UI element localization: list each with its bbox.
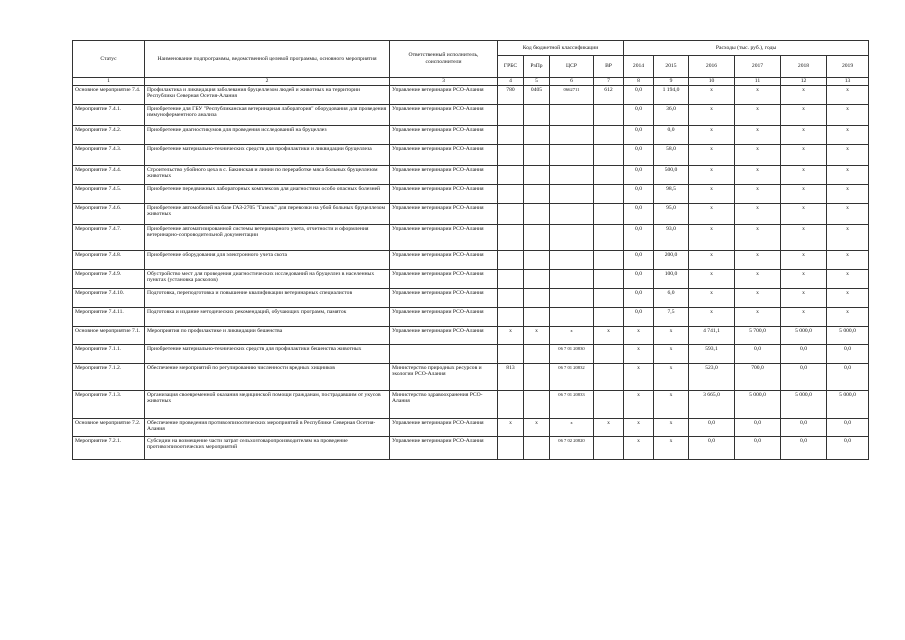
header-status: Статус <box>73 41 145 78</box>
column-number: 11 <box>735 78 781 86</box>
cell-csr <box>550 165 594 184</box>
table-body <box>73 85 869 459</box>
cell-2017: х <box>735 144 781 165</box>
cell-rzpr <box>524 184 550 203</box>
cell-grbs <box>498 125 524 144</box>
cell-2015: х <box>654 344 689 363</box>
cell-grbs <box>498 390 524 418</box>
cell-2015: 6,0 <box>654 288 689 307</box>
table-row <box>73 144 869 165</box>
cell-executor: Министерство здравоохранения РСО-Алания <box>390 390 498 418</box>
cell-2017: х <box>735 288 781 307</box>
cell-csr: 06 7 02 20820 <box>550 436 594 459</box>
column-number: 12 <box>781 78 827 86</box>
cell-2017: 5 000,0 <box>735 390 781 418</box>
column-number: 7 <box>594 78 624 86</box>
cell-csr <box>550 144 594 165</box>
cell-name: Мероприятия по профилактике и ликвидации бешенства <box>145 326 390 344</box>
cell-executor: Управление ветеринарии РСО-Алания <box>390 144 498 165</box>
cell-vr <box>594 125 624 144</box>
cell-2016: х <box>689 125 735 144</box>
header-year-2018: 2018 <box>781 56 827 78</box>
cell-2014: 0,0 <box>624 125 654 144</box>
cell-2015: 100,0 <box>654 269 689 288</box>
cell-rzpr <box>524 203 550 224</box>
cell-2015: х <box>654 326 689 344</box>
cell-executor: Управление ветеринарии РСО-Алания <box>390 85 498 104</box>
cell-grbs <box>498 344 524 363</box>
table-row <box>73 203 869 224</box>
cell-status: Мероприятие 7.4.8. <box>73 250 145 269</box>
cell-status: Мероприятие 7.4.7. <box>73 224 145 250</box>
cell-grbs <box>498 307 524 326</box>
cell-grbs <box>498 203 524 224</box>
cell-status: Мероприятие 7.1.2. <box>73 363 145 390</box>
cell-2019: х <box>827 203 869 224</box>
cell-2014: 0,0 <box>624 165 654 184</box>
cell-2019: х <box>827 144 869 165</box>
cell-executor: Управление ветеринарии РСО-Алания <box>390 203 498 224</box>
cell-2018: 0,0 <box>781 344 827 363</box>
cell-status: Мероприятие 7.1.3. <box>73 390 145 418</box>
cell-2015: 500,0 <box>654 165 689 184</box>
cell-2014: 0,0 <box>624 224 654 250</box>
cell-executor: Управление ветеринарии РСО-Алания <box>390 326 498 344</box>
header-year-2017: 2017 <box>735 56 781 78</box>
cell-status: Мероприятие 7.4.5. <box>73 184 145 203</box>
cell-2018: 0,0 <box>781 363 827 390</box>
cell-name: Приобретение материально-технических средств для профилактики и ликвидации бруцеллеза <box>145 144 390 165</box>
cell-rzpr <box>524 344 550 363</box>
cell-executor: Управление ветеринарии РСО-Алания <box>390 250 498 269</box>
cell-2015: 36,0 <box>654 104 689 125</box>
cell-2014: 0,0 <box>624 203 654 224</box>
cell-grbs <box>498 104 524 125</box>
cell-executor: Управление ветеринарии РСО-Алания <box>390 125 498 144</box>
cell-2017: 0,0 <box>735 436 781 459</box>
cell-name: Субсидии на возмещение части затрат сельхозтоваропроизводителям на проведение противоэпизоотических мероприятий <box>145 436 390 459</box>
cell-2017: 0,0 <box>735 418 781 436</box>
header-csr: ЦСР <box>550 56 594 78</box>
budget-table <box>72 40 869 460</box>
cell-2016: х <box>689 203 735 224</box>
cell-2019: х <box>827 184 869 203</box>
cell-csr: х <box>550 326 594 344</box>
table-row <box>73 344 869 363</box>
cell-name: Приобретение автомобилей на базе ГАЗ-2705 "Газель" для перевозки на убой больных бруцеллезом животных <box>145 203 390 224</box>
cell-2018: 5 000,0 <box>781 326 827 344</box>
cell-status: Мероприятие 7.1.1. <box>73 344 145 363</box>
cell-2018: 0,0 <box>781 418 827 436</box>
cell-2019: х <box>827 104 869 125</box>
cell-2014: х <box>624 363 654 390</box>
cell-2016: х <box>689 250 735 269</box>
cell-grbs <box>498 288 524 307</box>
table-row <box>73 104 869 125</box>
cell-2015: 58,0 <box>654 144 689 165</box>
cell-2019: х <box>827 250 869 269</box>
cell-2015: 98,5 <box>654 184 689 203</box>
cell-name: Организация своевременной оказания медицинской помощи гражданам, пострадавшим от укусов животных <box>145 390 390 418</box>
cell-2017: х <box>735 184 781 203</box>
cell-grbs: 780 <box>498 85 524 104</box>
cell-2017: х <box>735 165 781 184</box>
cell-executor <box>390 344 498 363</box>
cell-2018: х <box>781 203 827 224</box>
cell-2016: х <box>689 224 735 250</box>
cell-2015: 0,0 <box>654 125 689 144</box>
cell-2016: х <box>689 165 735 184</box>
cell-2019: 5 000,0 <box>827 326 869 344</box>
cell-rzpr <box>524 104 550 125</box>
cell-2018: х <box>781 307 827 326</box>
cell-2019: х <box>827 307 869 326</box>
cell-name: Приобретение передвижных лабораторных комплексов для диагностики особо опасных болезней <box>145 184 390 203</box>
cell-rzpr <box>524 436 550 459</box>
cell-executor: Управление ветеринарии РСО-Алания <box>390 436 498 459</box>
cell-vr <box>594 269 624 288</box>
cell-rzpr <box>524 363 550 390</box>
header-expenses: Расходы (тыс. руб.), годы <box>624 41 869 56</box>
header-vr: ВР <box>594 56 624 78</box>
cell-2014: 0,0 <box>624 288 654 307</box>
cell-vr <box>594 390 624 418</box>
cell-vr <box>594 250 624 269</box>
cell-rzpr <box>524 125 550 144</box>
cell-csr <box>550 269 594 288</box>
cell-2016: х <box>689 104 735 125</box>
cell-2018: 5 000,0 <box>781 390 827 418</box>
cell-2017: х <box>735 125 781 144</box>
cell-name: Подготовка и издание методических рекомендаций, обучающих программ, памяток <box>145 307 390 326</box>
header-budget-code: Код бюджетной классификации <box>498 41 624 56</box>
table-row <box>73 125 869 144</box>
cell-status: Мероприятие 7.4.2. <box>73 125 145 144</box>
table-row <box>73 288 869 307</box>
column-number: 8 <box>624 78 654 86</box>
cell-2017: х <box>735 85 781 104</box>
column-number: 3 <box>390 78 498 86</box>
cell-csr <box>550 224 594 250</box>
cell-csr: 06 7 01 20830 <box>550 344 594 363</box>
table-row <box>73 307 869 326</box>
cell-executor: Управление ветеринарии РСО-Алания <box>390 307 498 326</box>
cell-grbs <box>498 165 524 184</box>
cell-2014: 0,0 <box>624 104 654 125</box>
cell-status: Основное мероприятие 7.2. <box>73 418 145 436</box>
cell-rzpr <box>524 165 550 184</box>
table-row <box>73 269 869 288</box>
cell-2016: х <box>689 288 735 307</box>
cell-2016: 0,0 <box>689 436 735 459</box>
table-row <box>73 184 869 203</box>
cell-2014: х <box>624 390 654 418</box>
cell-2019: 0,0 <box>827 363 869 390</box>
cell-name: Приобретение диагностикумов для проведения исследований на бруцеллез <box>145 125 390 144</box>
cell-vr <box>594 203 624 224</box>
cell-2018: х <box>781 269 827 288</box>
cell-csr <box>550 250 594 269</box>
column-number: 1 <box>73 78 145 86</box>
cell-rzpr: х <box>524 326 550 344</box>
cell-vr <box>594 224 624 250</box>
cell-2018: х <box>781 288 827 307</box>
cell-name: Приобретение материально-технических средств для профилактики бешенства животных <box>145 344 390 363</box>
cell-2014: 0,0 <box>624 85 654 104</box>
cell-name: Строительство убойного цеха в с. Бакинская и линии по переработке мяса больных бруцеллезом животных <box>145 165 390 184</box>
cell-rzpr <box>524 144 550 165</box>
cell-status: Мероприятие 7.4.10. <box>73 288 145 307</box>
cell-name: Подготовка, переподготовка и повышение квалификации ветеринарных специалистов <box>145 288 390 307</box>
column-number: 2 <box>145 78 390 86</box>
cell-2017: х <box>735 307 781 326</box>
cell-2017: х <box>735 250 781 269</box>
cell-2014: 0,0 <box>624 184 654 203</box>
header-year-2015: 2015 <box>654 56 689 78</box>
cell-status: Мероприятие 7.4.11. <box>73 307 145 326</box>
table-row <box>73 390 869 418</box>
cell-grbs <box>498 184 524 203</box>
cell-2015: х <box>654 390 689 418</box>
cell-executor: Управление ветеринарии РСО-Алания <box>390 224 498 250</box>
cell-grbs <box>498 144 524 165</box>
cell-grbs: х <box>498 418 524 436</box>
header-grbs: ГРБС <box>498 56 524 78</box>
cell-csr: 06 7 01 20832 <box>550 363 594 390</box>
cell-2017: 0,0 <box>735 344 781 363</box>
cell-2019: х <box>827 224 869 250</box>
cell-status: Мероприятие 7.4.9. <box>73 269 145 288</box>
cell-vr <box>594 165 624 184</box>
cell-name: Приобретение оборудования для электронного учета скота <box>145 250 390 269</box>
table-row <box>73 224 869 250</box>
cell-vr <box>594 344 624 363</box>
cell-2016: х <box>689 307 735 326</box>
cell-2015: х <box>654 363 689 390</box>
cell-grbs <box>498 224 524 250</box>
cell-executor: Управление ветеринарии РСО-Алания <box>390 418 498 436</box>
cell-2016: х <box>689 184 735 203</box>
column-number: 4 <box>498 78 524 86</box>
cell-csr: х <box>550 418 594 436</box>
table-row <box>73 363 869 390</box>
cell-2015: 200,0 <box>654 250 689 269</box>
cell-2018: х <box>781 144 827 165</box>
cell-status: Основное мероприятие 7.4. <box>73 85 145 104</box>
cell-2019: 0,0 <box>827 418 869 436</box>
cell-name: Приобретение автоматизированной системы ветеринарного учета, отчетности и оформления ветеринарно-сопроводительной документации <box>145 224 390 250</box>
cell-grbs <box>498 436 524 459</box>
header-executor: Ответственный исполнитель, соисполнители <box>390 41 498 78</box>
cell-2018: 0,0 <box>781 436 827 459</box>
cell-2014: х <box>624 436 654 459</box>
cell-vr <box>594 436 624 459</box>
cell-2016: х <box>689 85 735 104</box>
table-row <box>73 418 869 436</box>
cell-executor: Управление ветеринарии РСО-Алания <box>390 184 498 203</box>
cell-2016: х <box>689 269 735 288</box>
cell-2019: х <box>827 288 869 307</box>
cell-2019: х <box>827 165 869 184</box>
cell-2014: 0,0 <box>624 307 654 326</box>
column-number: 10 <box>689 78 735 86</box>
cell-vr <box>594 184 624 203</box>
cell-executor: Министерство природных ресурсов и экологии РСО-Алания <box>390 363 498 390</box>
header-year-2016: 2016 <box>689 56 735 78</box>
cell-2017: х <box>735 224 781 250</box>
cell-rzpr <box>524 307 550 326</box>
cell-executor: Управление ветеринарии РСО-Алания <box>390 269 498 288</box>
cell-vr <box>594 288 624 307</box>
cell-2016: 3 665,0 <box>689 390 735 418</box>
table-row <box>73 165 869 184</box>
cell-2019: х <box>827 125 869 144</box>
table-row <box>73 85 869 104</box>
cell-2014: х <box>624 418 654 436</box>
cell-rzpr <box>524 269 550 288</box>
cell-2018: х <box>781 125 827 144</box>
cell-2017: х <box>735 203 781 224</box>
cell-grbs <box>498 250 524 269</box>
cell-executor: Управление ветеринарии РСО-Алания <box>390 104 498 125</box>
cell-2014: х <box>624 326 654 344</box>
cell-vr: х <box>594 326 624 344</box>
cell-2018: х <box>781 85 827 104</box>
cell-2016: х <box>689 144 735 165</box>
cell-2018: х <box>781 250 827 269</box>
cell-csr: 0662711 <box>550 85 594 104</box>
cell-name: Обустройство мест для проведения диагностических исследований на бруцеллез в населенных пунктах (установка расколов) <box>145 269 390 288</box>
cell-rzpr: 0405 <box>524 85 550 104</box>
cell-vr: х <box>594 418 624 436</box>
cell-csr <box>550 203 594 224</box>
cell-2018: х <box>781 104 827 125</box>
cell-csr <box>550 307 594 326</box>
cell-rzpr <box>524 390 550 418</box>
cell-2017: 700,0 <box>735 363 781 390</box>
cell-csr: 06 7 01 20833 <box>550 390 594 418</box>
cell-2014: 0,0 <box>624 269 654 288</box>
cell-2017: х <box>735 104 781 125</box>
header-rzpr: РзПр <box>524 56 550 78</box>
header-year-2019: 2019 <box>827 56 869 78</box>
cell-2014: 0,0 <box>624 250 654 269</box>
table-row <box>73 326 869 344</box>
cell-rzpr <box>524 224 550 250</box>
cell-executor: Управление ветеринарии РСО-Алания <box>390 288 498 307</box>
cell-2018: х <box>781 165 827 184</box>
cell-2016: 593,1 <box>689 344 735 363</box>
cell-2014: 0,0 <box>624 144 654 165</box>
column-number: 6 <box>550 78 594 86</box>
cell-name: Обеспечение проведения противоэпизоотических мероприятий в Республике Северная Осетия-Алания <box>145 418 390 436</box>
cell-vr <box>594 363 624 390</box>
cell-status: Мероприятие 7.4.3. <box>73 144 145 165</box>
cell-2019: х <box>827 269 869 288</box>
cell-grbs <box>498 269 524 288</box>
cell-name: Профилактика и ликвидация заболевания бруцеллезом людей и животных на территории Республики Северная Осетия-Алания <box>145 85 390 104</box>
cell-grbs: х <box>498 326 524 344</box>
cell-2019: 0,0 <box>827 344 869 363</box>
header-name: Наименование подпрограммы, ведомственной целевой программы, основного мероприятия <box>145 41 390 78</box>
cell-status: Мероприятие 7.2.1. <box>73 436 145 459</box>
table-row <box>73 436 869 459</box>
cell-name: Обеспечение мероприятий по регулированию численности вредных хищников <box>145 363 390 390</box>
cell-vr <box>594 104 624 125</box>
cell-2015: х <box>654 418 689 436</box>
cell-2015: 95,0 <box>654 203 689 224</box>
cell-status: Мероприятие 7.4.4. <box>73 165 145 184</box>
cell-rzpr <box>524 250 550 269</box>
cell-2016: 523,0 <box>689 363 735 390</box>
cell-2015: 7,5 <box>654 307 689 326</box>
cell-2019: 5 000,0 <box>827 390 869 418</box>
cell-vr: 612 <box>594 85 624 104</box>
cell-2017: 5 700,0 <box>735 326 781 344</box>
cell-status: Мероприятие 7.4.1. <box>73 104 145 125</box>
cell-2019: 0,0 <box>827 436 869 459</box>
cell-csr <box>550 184 594 203</box>
cell-grbs: 813 <box>498 363 524 390</box>
cell-2016: 4 741,1 <box>689 326 735 344</box>
cell-2017: х <box>735 269 781 288</box>
column-number: 9 <box>654 78 689 86</box>
cell-csr <box>550 125 594 144</box>
cell-2015: х <box>654 436 689 459</box>
header-year-2014: 2014 <box>624 56 654 78</box>
cell-status: Мероприятие 7.4.6. <box>73 203 145 224</box>
cell-2019: х <box>827 85 869 104</box>
column-number: 13 <box>827 78 869 86</box>
cell-2015: 1 194,0 <box>654 85 689 104</box>
cell-vr <box>594 307 624 326</box>
cell-status: Основное мероприятие 7.1. <box>73 326 145 344</box>
cell-2018: х <box>781 224 827 250</box>
cell-executor: Управление ветеринарии РСО-Алания <box>390 165 498 184</box>
cell-csr <box>550 104 594 125</box>
cell-rzpr: х <box>524 418 550 436</box>
cell-2016: 0,0 <box>689 418 735 436</box>
table-row <box>73 250 869 269</box>
cell-2015: 93,0 <box>654 224 689 250</box>
cell-name: Приобретение для ГБУ "Республиканская ветеринарная лаборатория" оборудования для проведения иммуноферментного анализа <box>145 104 390 125</box>
cell-2018: х <box>781 184 827 203</box>
cell-vr <box>594 144 624 165</box>
cell-csr <box>550 288 594 307</box>
cell-rzpr <box>524 288 550 307</box>
column-number-row <box>73 78 869 86</box>
column-number: 5 <box>524 78 550 86</box>
cell-2014: х <box>624 344 654 363</box>
